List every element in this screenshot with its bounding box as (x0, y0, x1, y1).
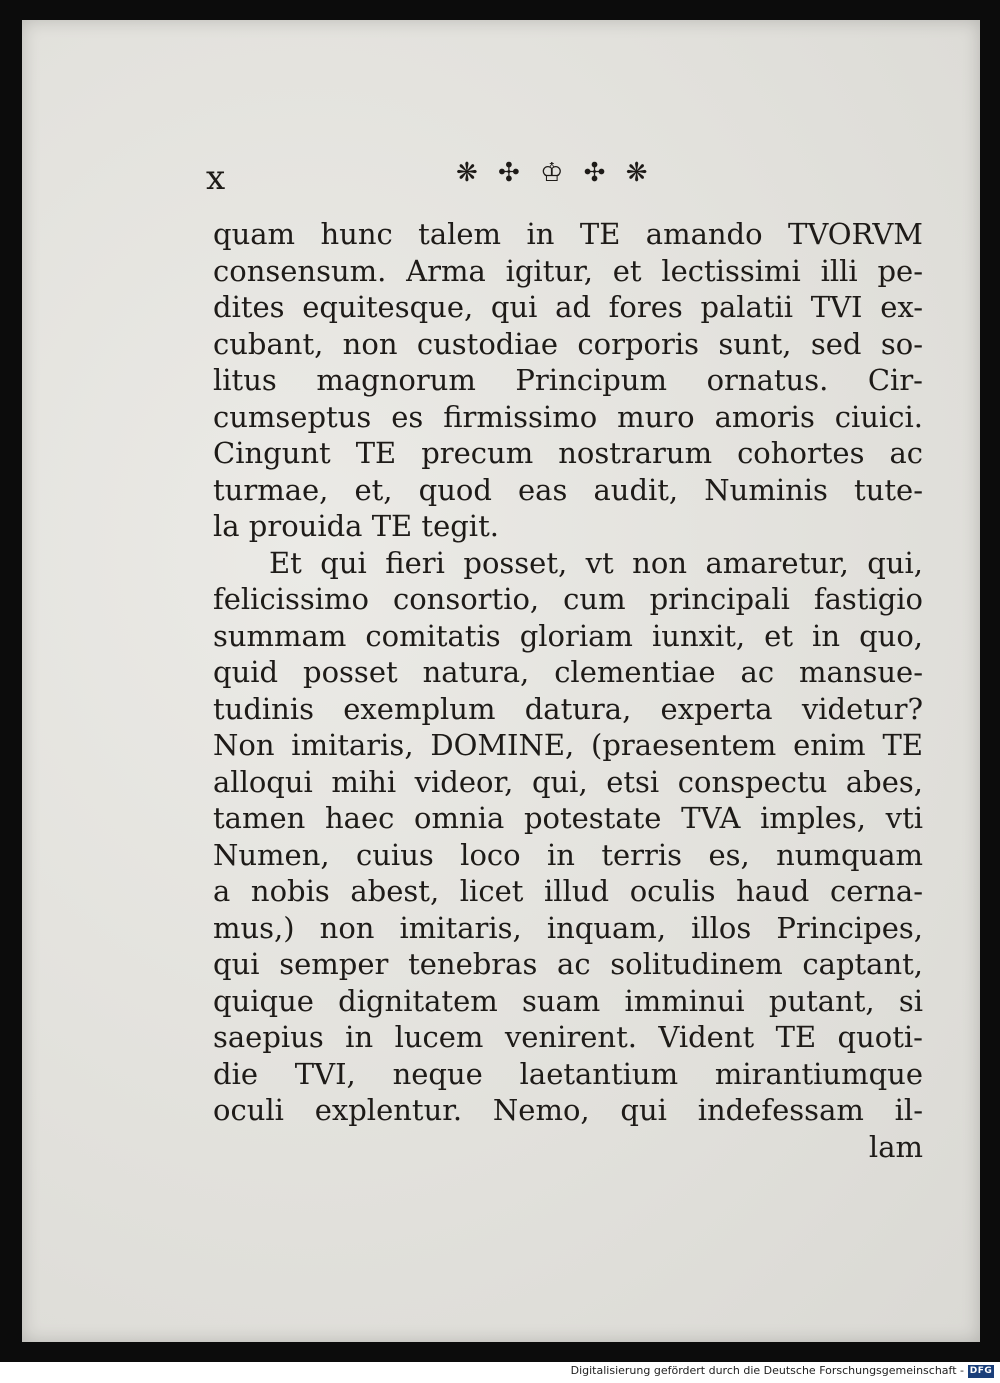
text-line: a nobis abest, licet illud oculis haud cerna- (213, 874, 923, 908)
text-line: oculi explentur. Nemo, qui indefessam il- (213, 1093, 923, 1127)
text-line: Cingunt TE precum nostrarum cohortes ac (213, 436, 923, 470)
text-line: cubant, non custodiae corporis sunt, sed so- (213, 326, 923, 361)
text-line: cumseptus es firmissimo muro amoris ciuici. (213, 399, 923, 434)
text-line: la prouida TE tegit. (213, 509, 499, 543)
text-line: turmae, et, quod eas audit, Numinis tute- (213, 472, 923, 507)
dfg-logo: DFG (969, 1366, 993, 1376)
text-line: Numen, cuius loco in terris es, numquam (213, 837, 923, 872)
text-line: litus magnorum Principum ornatus. Cir- (213, 363, 923, 397)
text-line: dites equitesque, qui ad fores palatii TVI ex- (213, 290, 923, 324)
footer-bar (0, 1362, 1000, 1383)
page-number: x (206, 158, 226, 198)
text-line: Non imitaris, DOMINE, (praesentem enim TE (213, 728, 923, 762)
text-line: consensum. Arma igitur, et lectissimi illi pe- (213, 253, 923, 288)
text-line: felicissimo consortio, cum principali fastigio (213, 582, 923, 616)
body-text (213, 216, 923, 1165)
text-line: quid posset natura, clementiae ac mansue- (213, 655, 923, 689)
text-line: quam hunc talem in TE amando TVORVM (213, 217, 923, 251)
text-line: quique dignitatem suam imminui putant, si (213, 983, 923, 1018)
catchword: lam (868, 1129, 923, 1164)
paragraph-start-line: Et qui fieri posset, vt non amaretur, qui, (269, 545, 923, 580)
header-ornament: ❋ ✣ ♔ ✣ ❋ (456, 158, 654, 188)
text-line: die TVI, neque laetantium mirantiumque (213, 1056, 923, 1091)
funding-credit: Digitalisierung gefördert durch die Deutsche Forschungsgemeinschaft - (570, 1364, 964, 1377)
text-line: saepius in lucem venirent. Vident TE quoti- (213, 1020, 923, 1054)
text-line: summam comitatis gloriam iunxit, et in quo, (213, 618, 923, 653)
text-line: tudinis exemplum datura, experta videtur? (213, 691, 923, 726)
text-line: alloqui mihi videor, qui, etsi conspectu abes, (213, 764, 923, 799)
text-line: mus,) non imitaris, inquam, illos Principes, (213, 910, 923, 945)
text-line: qui semper tenebras ac solitudinem captant, (213, 947, 923, 981)
text-line: tamen haec omnia potestate TVA imples, vti (213, 801, 923, 835)
